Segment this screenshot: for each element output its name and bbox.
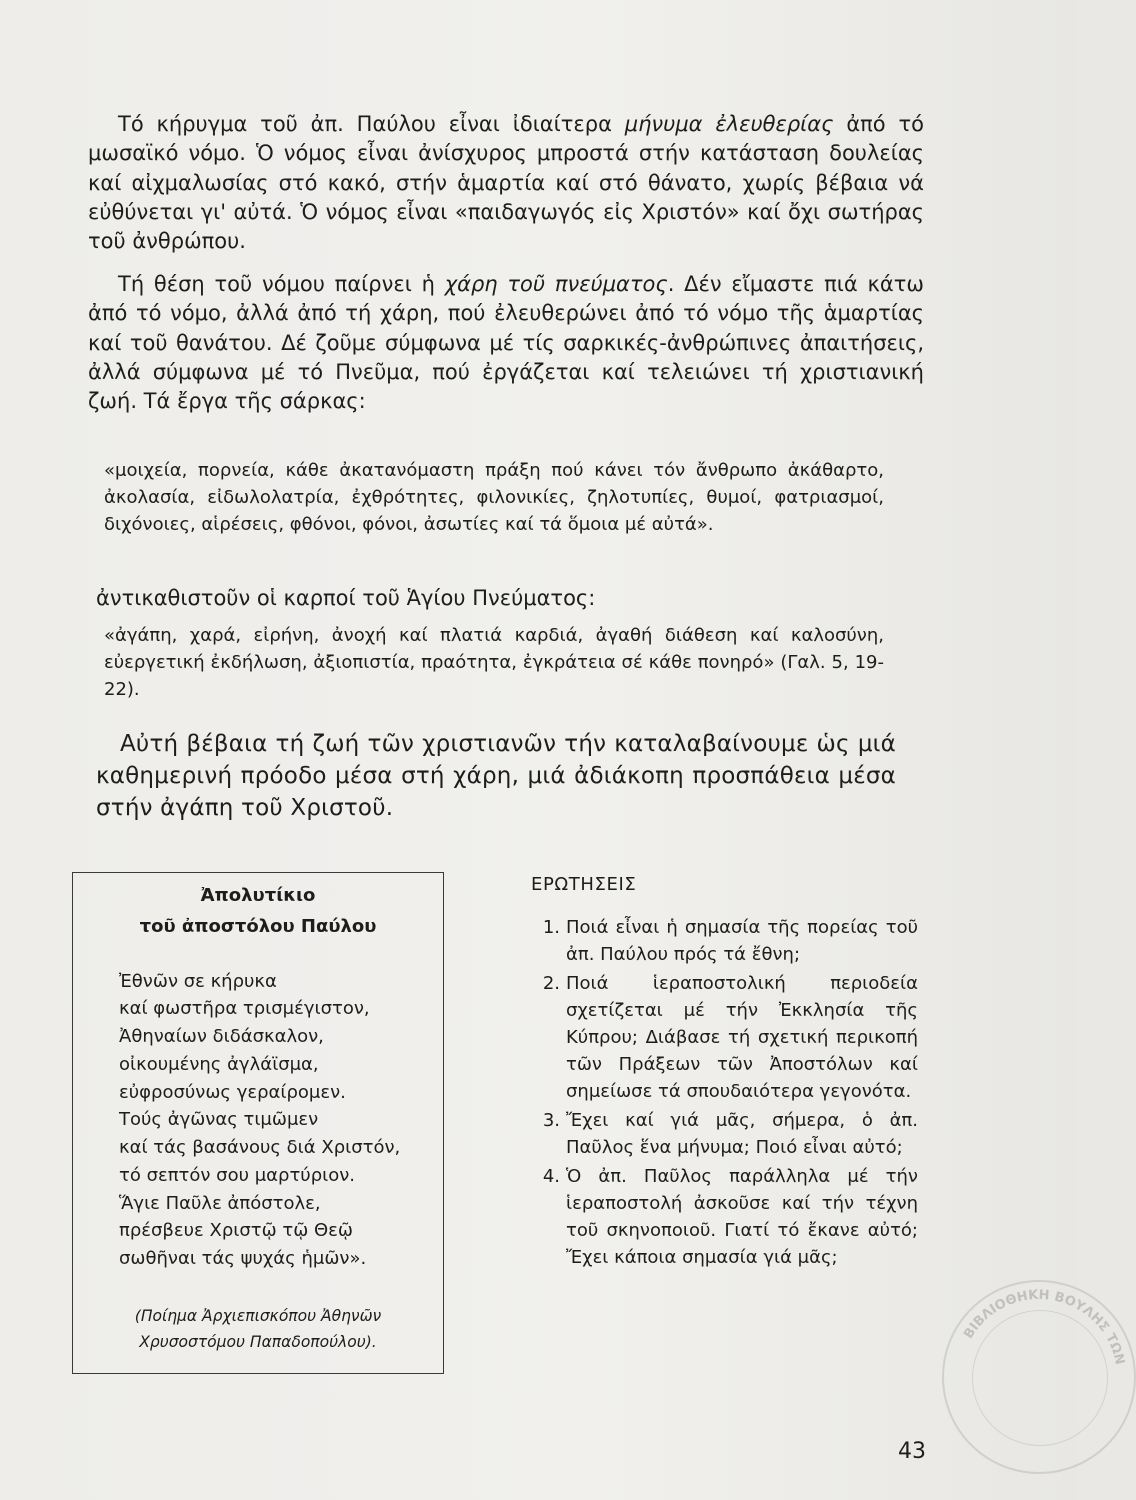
svg-text:ΒΙΒΛΙΟΘΗΚΗ ΒΟΥΛΗΣ ΤΩΝ: ΒΙΒΛΙΟΘΗΚΗ ΒΟΥΛΗΣ ΤΩΝ [961,1287,1128,1367]
questions-title: ΕΡΩΤΗΣΕΙΣ [531,874,637,895]
paragraph-grace [88,270,924,416]
paragraph-law [88,110,924,256]
question-number: 3. [542,1110,560,1131]
hymn-line: Ἀθηναίων διδάσκαλον, [119,1026,324,1047]
question-item [526,970,918,1105]
paragraph-text [88,110,924,256]
hymn-title: Ἀπολυτίκιο [200,885,316,906]
emphasis-text: μήνυμα ἐλευθερίας [624,112,834,136]
question-number: 1. [542,917,560,938]
question-text: Ἔχει καί γιά μᾶς, σήμερα, ὁ ἀπ. Παῦλος ἕνα μήνυμα; Ποιό εἶναι αὐτό; [566,1110,918,1158]
hymn-line: εὐφροσύνως γεραίρομεν. [119,1082,346,1103]
text-run: Τή θέση τοῦ νόμου παίρνει ἡ [118,272,445,296]
question-item [526,1163,918,1271]
hymn-line: Τούς ἀγῶνας τιμῶμεν [119,1109,319,1130]
library-stamp [942,1280,1136,1474]
stamp-lettering [944,1282,1134,1472]
paragraph-conclusion: Αὐτή βέβαια τή ζωή τῶν χριστιανῶν τήν καταλαβαίνουμε ὡς μιά καθημερινή πρόοδο μέσα στή χάρη, μιά ἀδιάκοπη προσπάθεια μέσα στήν ἀγάπη τοῦ Χριστοῦ. [96,731,896,821]
question-number: 2. [542,973,560,994]
hymn-line: Ἐθνῶν σε κήρυκα [119,971,277,992]
text-run: Τό κήρυγμα τοῦ ἀπ. Παύλου εἶναι ἰδιαίτερα [118,112,625,136]
paragraph-text [88,270,924,416]
hymn-subtitle: τοῦ ἀποστόλου Παύλου [139,916,377,937]
quote-works-of-flesh: «μοιχεία, πορνεία, κάθε ἀκατανόμαστη πράξη πού κάνει τόν ἄνθρωπο ἀκάθαρτο, ἀκολασία, εἰδωλολατρία, ἐχθρότητες, φιλονικίες, ζηλοτυπίες, θυμοί, φατριασμοί, διχόνοιες, αἱρέσεις, φθόνοι, φόνοι, ἀσωτίες καί τά ὅμοια μέ αὐτά». [104,460,884,535]
fruits-intro: ἀντικαθιστοῦν οἱ καρποί τοῦ Ἁγίου Πνεύματος: [96,586,596,610]
page-number: 43 [898,1439,926,1464]
hymn-line: σωθῆναι τάς ψυχάς ἡμῶν». [119,1248,367,1269]
hymn-attribution: (Ποίημα Ἀρχιεπισκόπου Ἀθηνῶν [134,1307,382,1325]
hymn-box [72,872,444,1374]
text-run: ἀπό τό μωσαϊκό νόμο. Ὁ νόμος εἶναι ἀνίσχυρος μπροστά στήν κατάσταση δουλείας καί αἰχμαλωσίας στό κακό, στήν ἁμαρτία καί στό θάνατο, χωρίς βέβαια νά εὐθύνεται γι' αὐτά. Ὁ νόμος εἶναι «παιδαγωγός εἰς Χριστόν» καί ὄχι σωτήρας τοῦ ἀνθρώπου. [88,112,924,254]
question-text: Ποιά εἶναι ἡ σημασία τῆς πορείας τοῦ ἀπ. Παύλου πρός τά ἔθνη; [566,917,918,965]
question-item [526,914,918,968]
hymn-line: πρέσβευε Χριστῷ τῷ Θεῷ [119,1220,353,1241]
hymn-line: τό σεπτόν σου μαρτύριον. [119,1165,356,1186]
hymn-line: καί φωστῆρα τρισμέγιστον, [119,998,370,1019]
questions-list [526,914,918,1273]
hymn-attribution: Χρυσοστόμου Παπαδοπούλου). [139,1333,377,1351]
question-text: Ὁ ἀπ. Παῦλος παράλληλα μέ τήν ἱεραποστολή ἀσκοῦσε καί τήν τέχνη τοῦ σκηνοποιοῦ. Γιατί τό ἔκανε αὐτό; Ἔχει κάποια σημασία γιά μᾶς; [566,1166,918,1268]
emphasis-text: χάρη τοῦ πνεύματος [444,272,668,296]
question-item [526,1107,918,1161]
question-number: 4. [542,1166,560,1187]
hymn-line: Ἅγιε Παῦλε ἀπόστολε, [119,1193,321,1214]
hymn-line: καί τάς βασάνους διά Χριστόν, [119,1137,401,1158]
hymn-line: οἰκουμένης ἀγλάϊσμα, [119,1054,319,1075]
quote-fruits-of-spirit: «ἀγάπη, χαρά, εἰρήνη, ἀνοχή καί πλατιά καρδιά, ἀγαθή διάθεση καί καλοσύνη, εὐεργετική ἐκδήλωση, ἀξιοπιστία, πραότητα, ἐγκράτεια σέ κάθε πονηρό» (Γαλ. 5, 19-22). [104,625,884,700]
text-run: . Δέν εἴμαστε πιά κάτω ἀπό τό νόμο, ἀλλά ἀπό τή χάρη, πού ἐλευθερώνει ἀπό τό νόμο τῆς ἁμαρτίας καί τοῦ θανάτου. Δέ ζοῦμε σύμφωνα μέ τίς σαρκικές-ἀνθρώπινες ἀπαιτήσεις, ἀλλά σύμφωνα μέ τό Πνεῦμα, πού ἐργάζεται καί τελειώνει τή χριστιανική ζωή. Τά ἔργα τῆς σάρκας: [88,272,924,414]
question-text: Ποιά ἱεραποστολική περιοδεία σχετίζεται μέ τήν Ἐκκλησία τῆς Κύπρου; Διάβασε τή σχετική περικοπή τῶν Πράξεων τῶν Ἀποστόλων καί σημείωσε τά σπουδαιότερα γεγονότα. [566,973,918,1102]
